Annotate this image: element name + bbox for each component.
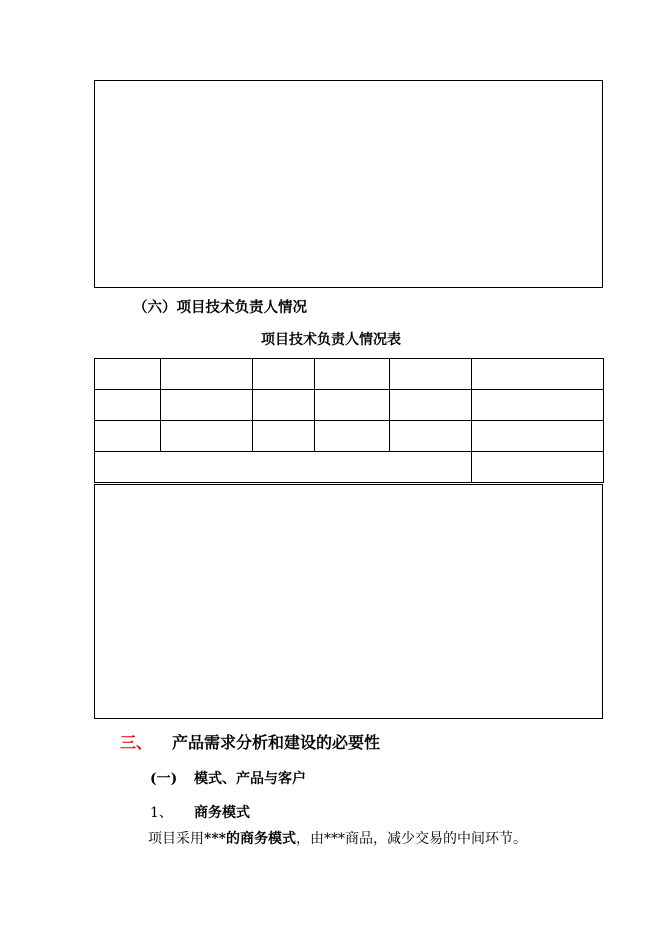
item-1-number: 1、 <box>150 805 173 821</box>
table-cell-wide <box>95 452 472 483</box>
table-cell <box>315 359 390 390</box>
table-row <box>95 359 604 390</box>
table-cell <box>161 421 253 452</box>
table-row <box>95 452 604 483</box>
section-3-title: 产品需求分析和建设的必要性 <box>172 733 381 752</box>
table-cell <box>472 452 604 483</box>
table-cell <box>253 390 315 421</box>
table-cell <box>161 390 253 421</box>
table-cell <box>95 390 161 421</box>
section-3-number: 三、 <box>120 733 153 752</box>
body-bold: ***的商务模式 <box>204 831 296 847</box>
table-cell <box>390 421 472 452</box>
subsection-1-heading <box>150 768 306 788</box>
tech-lead-table <box>94 358 604 483</box>
item-1-title: 商务模式 <box>194 805 250 821</box>
table-cell <box>472 390 604 421</box>
subsection-1-number: (一) <box>150 771 178 787</box>
body-prefix: 项目采用 <box>148 831 204 847</box>
project-info-box <box>94 80 603 288</box>
section-6-heading: （六）项目技术负责人情况 <box>133 299 307 316</box>
table-title: 项目技术负责人情况表 <box>261 332 401 348</box>
table-cell <box>472 421 604 452</box>
table-cell <box>95 359 161 390</box>
table-cell <box>161 359 253 390</box>
body-paragraph <box>148 828 527 848</box>
table-row <box>95 390 604 421</box>
table-cell <box>95 421 161 452</box>
body-suffix: ，由***商品，减少交易的中间环节。 <box>295 831 527 847</box>
table-cell <box>390 359 472 390</box>
subsection-1-title: 模式、产品与客户 <box>194 771 306 787</box>
table-cell <box>315 421 390 452</box>
table-cell <box>315 390 390 421</box>
table-cell <box>253 359 315 390</box>
table-cell <box>472 359 604 390</box>
item-1-heading <box>150 802 250 822</box>
tech-lead-details-box <box>94 484 603 719</box>
table-cell <box>253 421 315 452</box>
table-row <box>95 421 604 452</box>
table-cell <box>390 390 472 421</box>
section-3-heading <box>120 730 380 753</box>
